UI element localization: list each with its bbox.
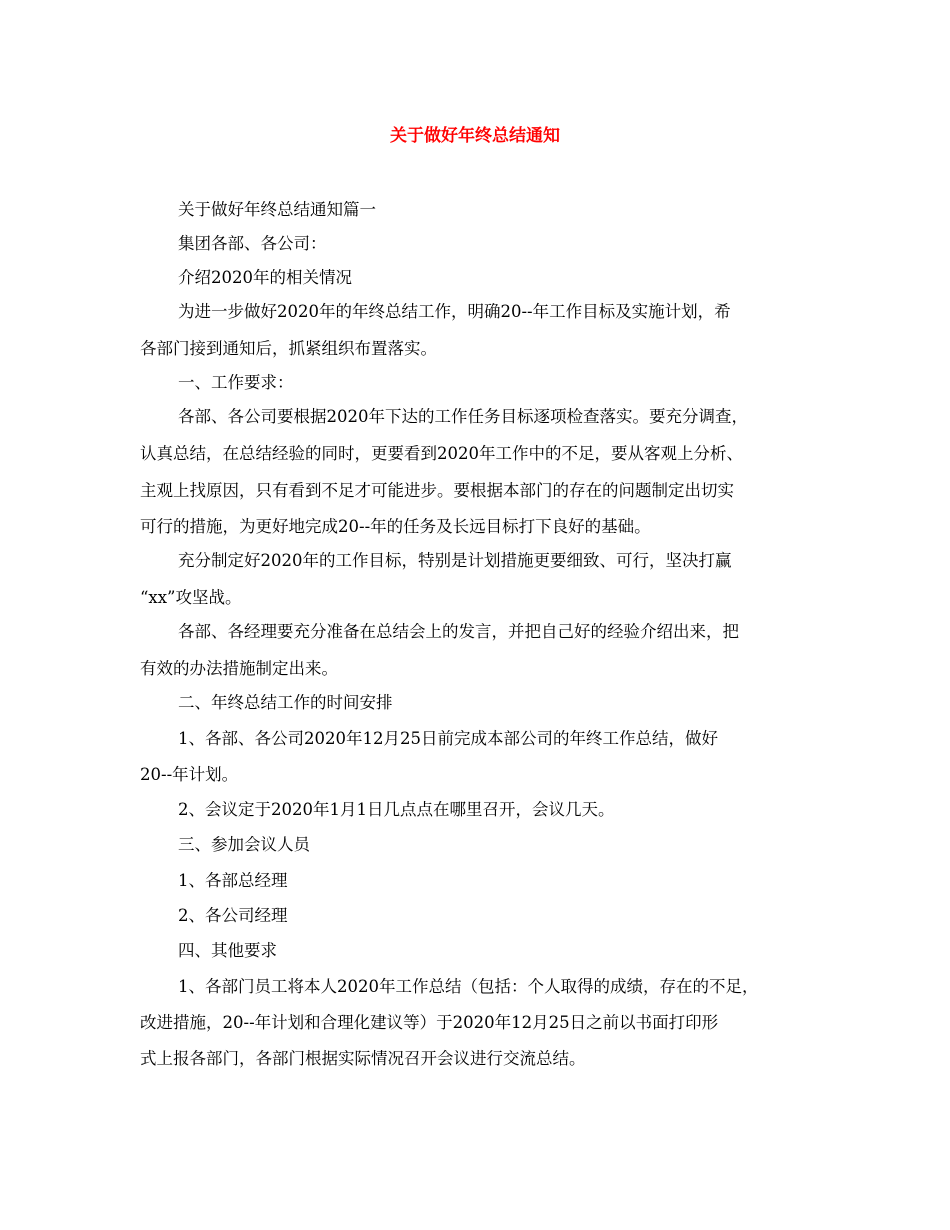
document-line: 1、各部门员工将本人2020年工作总结（包括：个人取得的成绩，存在的不足， <box>178 977 759 996</box>
document-line: 1、各部总经理 <box>178 871 288 890</box>
document-line: 各部、各经理要充分准备在总结会上的发言，并把自己好的经验介绍出来，把 <box>178 622 739 641</box>
document-line: 2、会议定于2020年1月1日几点点在哪里召开，会议几天。 <box>178 800 615 819</box>
document-line: 20--年计划。 <box>140 765 239 784</box>
document-line: 关于做好年终总结通知篇一 <box>178 200 376 219</box>
document-line: 改进措施，20--年计划和合理化建议等）于2020年12月25日之前以书面打印形 <box>140 1013 719 1032</box>
section-heading: 一、工作要求： <box>178 373 294 392</box>
document-line: 式上报各部门，各部门根据实际情况召开会议进行交流总结。 <box>140 1049 586 1068</box>
document-title: 关于做好年终总结通知 <box>390 126 560 146</box>
document-line: 各部、各公司要根据2020年下达的工作任务目标逐项检查落实。要充分调查， <box>178 407 748 426</box>
section-heading: 二、年终总结工作的时间安排 <box>178 693 393 712</box>
document-line: 有效的办法措施制定出来。 <box>140 659 338 678</box>
document-line: 主观上找原因，只有看到不足才可能进步。要根据本部门的存在的问题制定出切实 <box>140 481 734 500</box>
section-heading: 三、参加会议人员 <box>178 835 310 854</box>
document-line: 介绍2020年的相关情况 <box>178 268 352 287</box>
section-heading: 四、其他要求 <box>178 941 277 960</box>
document-line: “xx”攻坚战。 <box>140 588 242 607</box>
document-line: 可行的措施，为更好地完成20--年的任务及长远目标打下良好的基础。 <box>140 517 651 536</box>
document-line: 集团各部、各公司： <box>178 234 327 253</box>
document-line: 充分制定好2020年的工作目标，特别是计划措施更要细致、可行，坚决打赢 <box>178 551 732 570</box>
document-line: 为进一步做好2020年的年终总结工作，明确20--年工作目标及实施计划，希 <box>178 302 731 321</box>
document-line: 1、各部、各公司2020年12月25日前完成本部公司的年终工作总结，做好 <box>178 729 718 748</box>
document-line: 2、各公司经理 <box>178 906 288 925</box>
document-line: 各部门接到通知后，抓紧组织布置落实。 <box>140 339 437 358</box>
document-line: 认真总结，在总结经验的同时，更要看到2020年工作中的不足，要从客观上分析、 <box>140 444 743 463</box>
